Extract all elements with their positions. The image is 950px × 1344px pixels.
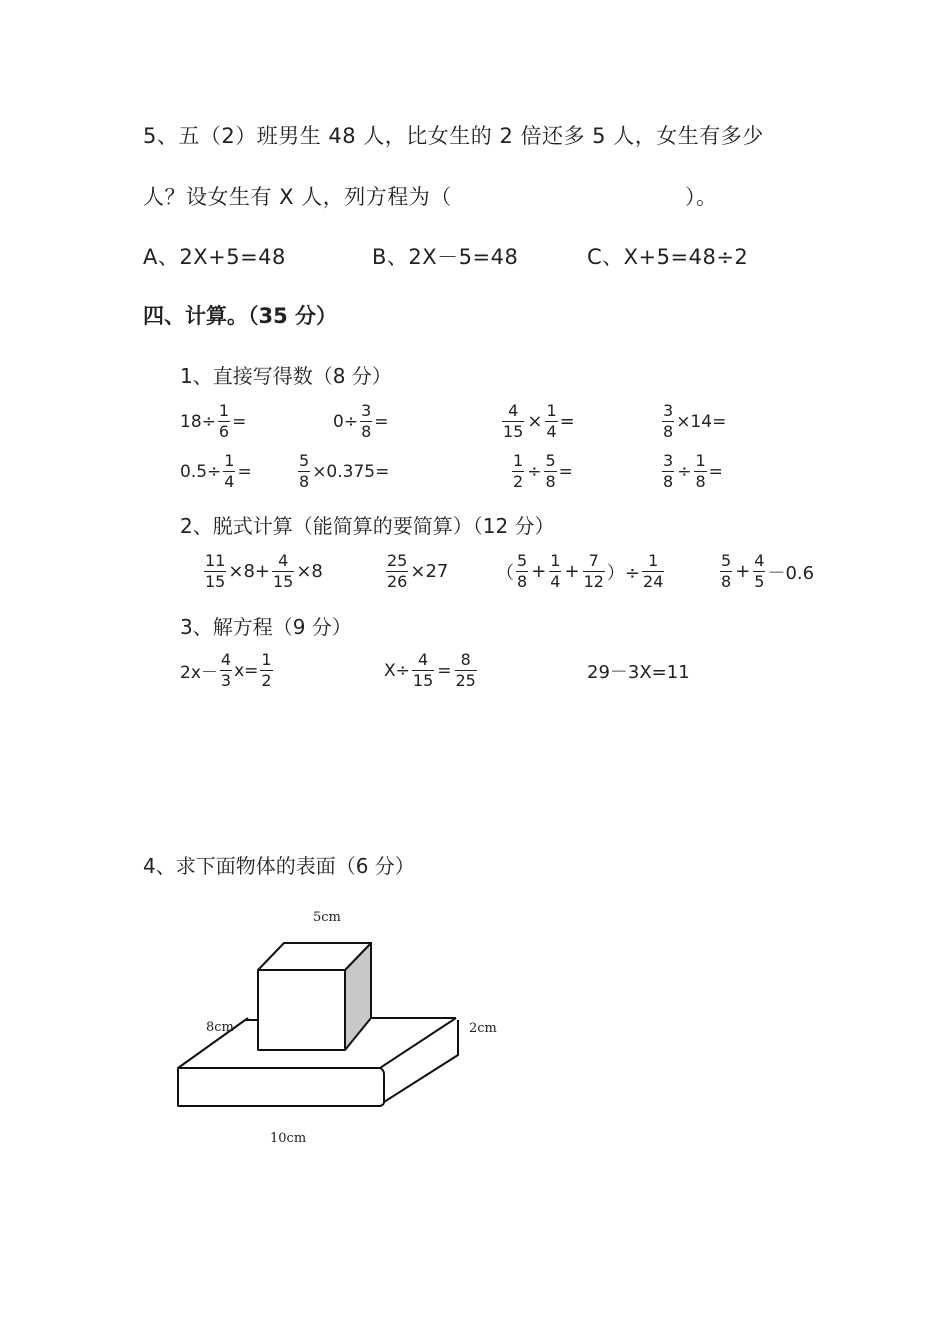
operator: × [527, 411, 543, 432]
numerator: 5 [517, 551, 528, 570]
sub-heading-equations: 3、解方程（9 分） [180, 615, 352, 639]
base-slab-side [384, 1020, 458, 1102]
numerator: 3 [663, 451, 674, 470]
operator: ÷ [527, 461, 542, 482]
text: －0.6 [767, 562, 815, 584]
numerator: 4 [278, 551, 289, 570]
text: 18÷ [180, 411, 216, 432]
denominator: 4 [546, 422, 557, 441]
denominator: 2 [261, 671, 272, 690]
text: = [559, 411, 575, 432]
numerator: 7 [588, 551, 599, 570]
equation-3: 29－3X=11 [587, 662, 690, 683]
q5-option-a: A、2X+5=48 [143, 245, 286, 269]
denominator: 8 [663, 422, 674, 441]
label-5cm: 5cm [313, 910, 341, 925]
numerator: 1 [224, 451, 235, 470]
denominator: 8 [545, 472, 556, 491]
text: ×8+ [228, 561, 270, 582]
text: = [232, 411, 247, 432]
text: ×14= [676, 411, 727, 432]
text: （ [496, 562, 514, 584]
denominator: 15 [205, 572, 226, 591]
label-10cm: 10cm [270, 1131, 307, 1146]
label-2cm: 2cm [469, 1021, 497, 1036]
operator: + [531, 561, 547, 582]
operator: ÷ [677, 461, 692, 482]
text: ×0.375= [312, 461, 390, 482]
denominator: 26 [387, 572, 408, 591]
text: = [708, 461, 723, 482]
numerator: 1 [695, 451, 706, 470]
text: ×8 [296, 561, 323, 582]
denominator: 15 [412, 671, 434, 690]
numerator: 1 [648, 551, 659, 570]
sub-heading-direct: 1、直接写得数（8 分） [180, 364, 392, 388]
denominator: 4 [224, 472, 235, 491]
q5-option-b: B、2X－5=48 [372, 245, 519, 269]
section-heading: 四、计算。（35 分） [143, 304, 338, 328]
numerator: 4 [508, 401, 519, 420]
numerator: 1 [550, 551, 561, 570]
text: ×27 [410, 561, 449, 582]
denominator: 2 [513, 472, 524, 491]
text: = [374, 411, 389, 432]
q5-option-c: C、X+5=48÷2 [587, 245, 749, 269]
operator: = [437, 660, 452, 681]
text: 2x－ [180, 663, 218, 683]
numerator: 4 [417, 650, 429, 669]
denominator: 4 [550, 572, 561, 591]
denominator: 8 [517, 572, 528, 591]
numerator: 11 [205, 551, 226, 570]
denominator: 8 [663, 472, 674, 491]
denominator: 3 [220, 671, 232, 690]
numerator: 5 [721, 551, 732, 570]
base-slab-front [178, 1068, 384, 1106]
base-slab-top-right-edge [380, 1018, 456, 1068]
numerator: 1 [261, 650, 272, 669]
numerator: 4 [754, 551, 765, 570]
denominator: 15 [503, 422, 524, 441]
numerator: 4 [220, 650, 232, 669]
sub-heading-stepwise: 2、脱式计算（能简算的要简算）（12 分） [180, 514, 555, 538]
denominator: 6 [218, 422, 230, 441]
text: x= [234, 660, 259, 681]
denominator: 24 [643, 572, 664, 591]
numerator: 3 [361, 401, 372, 420]
denominator: 5 [754, 572, 765, 591]
text: X÷ [384, 660, 410, 681]
cube-front-face [258, 970, 345, 1050]
numerator: 25 [387, 551, 408, 570]
q5-line1: 5、五（2）班男生 48 人，比女生的 2 倍还多 5 人，女生有多少 [143, 124, 764, 148]
numerator: 5 [299, 451, 310, 470]
denominator: 8 [721, 572, 732, 591]
numerator: 1 [513, 451, 524, 470]
denominator: 8 [361, 422, 372, 441]
sub-heading-surface: 4、求下面物体的表面（6 分） [143, 854, 415, 878]
text: 0.5÷ [180, 461, 222, 482]
operator: + [564, 561, 580, 582]
text: = [558, 461, 573, 482]
q5-line2-start: 人？设女生有 X 人，列方程为（ [143, 185, 452, 209]
text: ）÷ [606, 562, 641, 584]
label-8cm: 8cm [206, 1020, 234, 1035]
numerator: 1 [546, 401, 557, 420]
numerator: 1 [218, 401, 230, 420]
numerator: 5 [545, 451, 556, 470]
denominator: 15 [272, 572, 294, 591]
denominator: 8 [299, 472, 310, 491]
text: 0÷ [333, 411, 359, 432]
denominator: 8 [695, 472, 706, 491]
text: = [237, 461, 252, 482]
q5-line2-end: ）。 [685, 185, 718, 209]
numerator: 3 [663, 401, 674, 420]
numerator: 8 [460, 650, 471, 669]
denominator: 25 [455, 671, 476, 690]
denominator: 12 [583, 572, 604, 591]
operator: + [735, 561, 751, 582]
